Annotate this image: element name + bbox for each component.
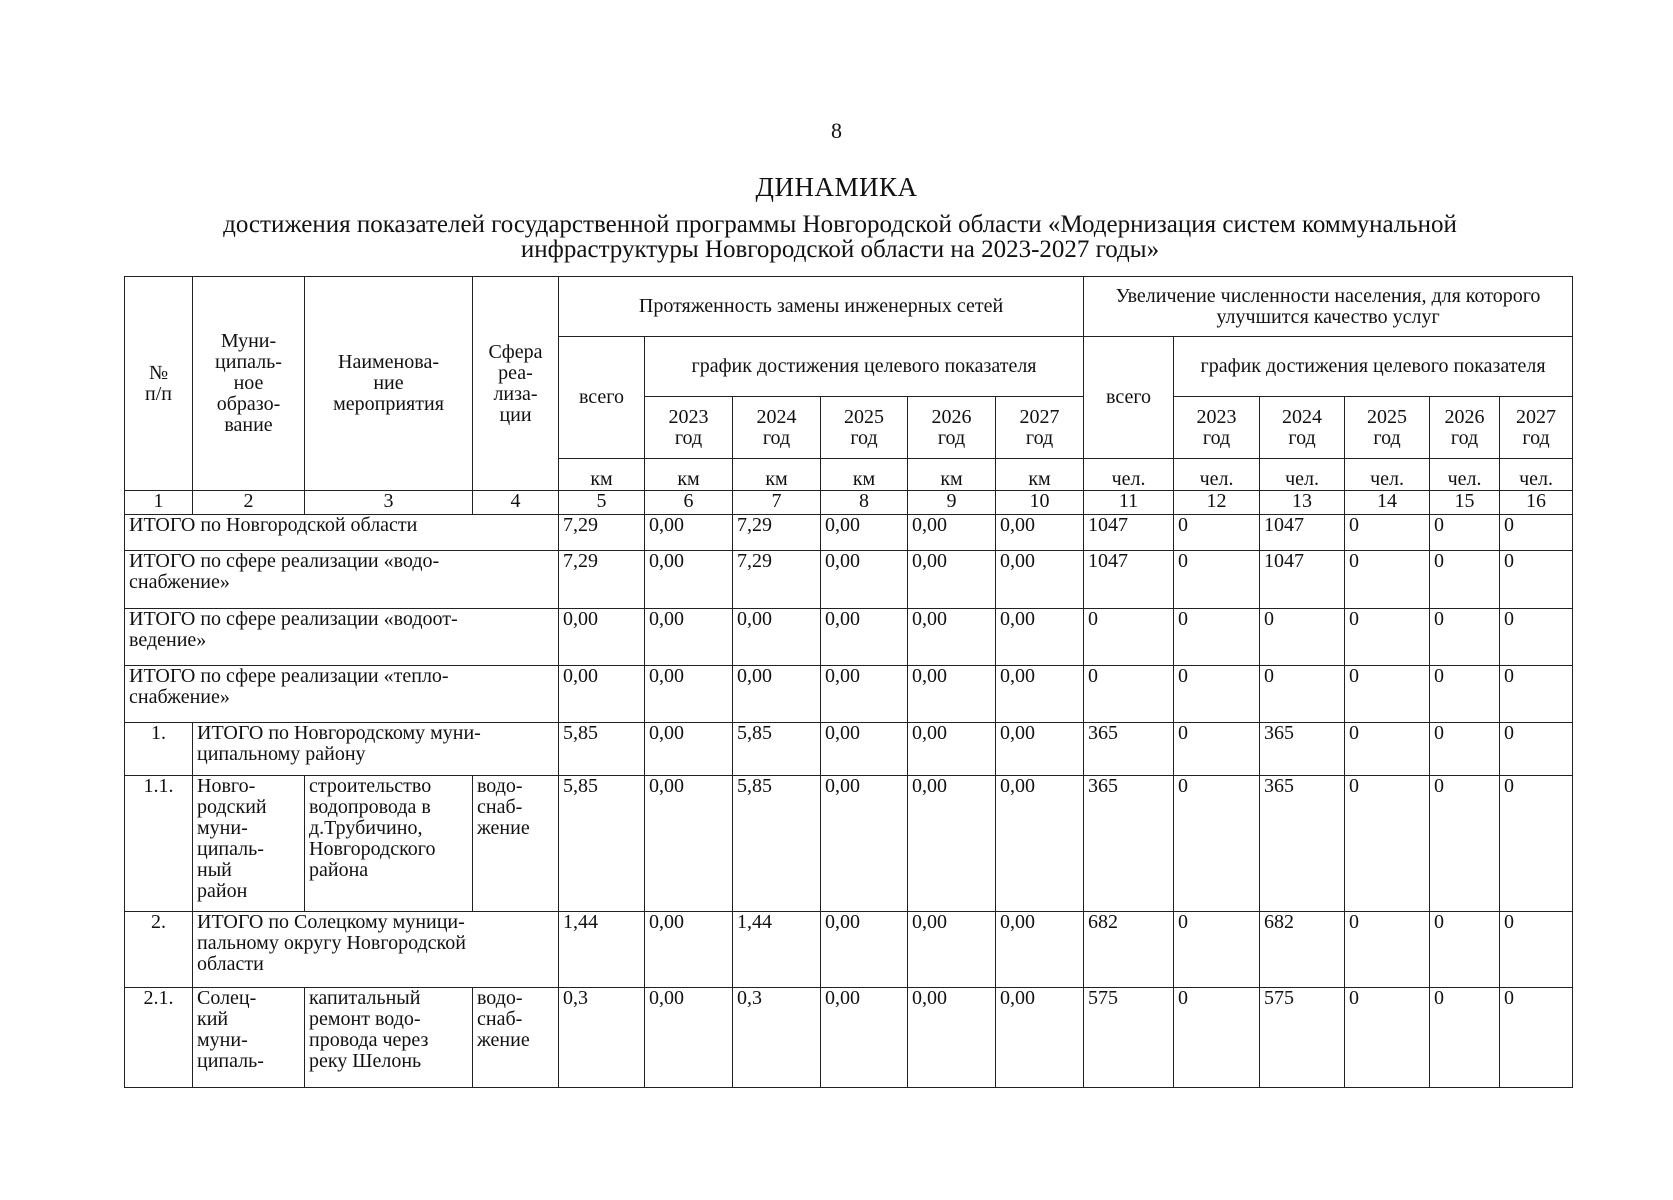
value-cell: 0,00 xyxy=(996,723,1084,776)
value-cell: 0,00 xyxy=(645,551,733,609)
value-cell: 0,00 xyxy=(645,988,733,1088)
value-cell: 0,00 xyxy=(996,988,1084,1088)
value-cell: 0,00 xyxy=(908,515,996,551)
value-cell: 0,00 xyxy=(821,912,908,988)
header-sphere: Сфера реа- лиза- ции xyxy=(473,277,559,491)
header-municipality: Муни- ципаль- ное образо- вание xyxy=(193,277,305,491)
value-cell: 0,3 xyxy=(733,988,821,1088)
unit-people: чел. xyxy=(1500,459,1573,491)
value-cell: 0,00 xyxy=(996,609,1084,666)
column-number: 5 xyxy=(559,491,645,515)
header-km-year-2023: 2023 год xyxy=(645,397,733,459)
row-label: ИТОГО по сфере реализации «водоот- ведение» xyxy=(125,609,559,666)
value-cell: 1047 xyxy=(1260,551,1345,609)
subtitle-line-2: инфраструктуры Новгородской области на 2023-2027 годы» xyxy=(520,236,1160,263)
row-label: ИТОГО по Новгородскому муни- ципальному району xyxy=(193,723,559,776)
value-cell: 0 xyxy=(1174,666,1260,723)
column-number: 3 xyxy=(305,491,473,515)
column-number: 13 xyxy=(1260,491,1345,515)
unit-km: км xyxy=(821,459,908,491)
value-cell: 575 xyxy=(1084,988,1174,1088)
value-cell: 0,00 xyxy=(996,776,1084,912)
row-label: ИТОГО по сфере реализации «тепло- снабжение» xyxy=(125,666,559,723)
value-cell: 0,00 xyxy=(645,666,733,723)
subtitle-line-1: достижения показателей государственной программы Новгородской области «Модернизация систем коммунальной xyxy=(223,211,1457,238)
value-cell: 0 xyxy=(1260,609,1345,666)
header-people-group: Увеличение численности населения, для которого улучшится качество услуг xyxy=(1084,277,1573,337)
column-number: 14 xyxy=(1345,491,1430,515)
header-km-year-2024: 2024 год xyxy=(733,397,821,459)
value-cell: 0,00 xyxy=(996,666,1084,723)
value-cell: 0,00 xyxy=(908,776,996,912)
table-row xyxy=(125,515,1573,551)
value-cell: 1,44 xyxy=(733,912,821,988)
table-row xyxy=(125,988,1573,1088)
column-number: 12 xyxy=(1174,491,1260,515)
event-name-cell: капитальный ремонт водо- провода через реку Шелонь xyxy=(305,988,473,1088)
unit-people: чел. xyxy=(1345,459,1430,491)
column-number: 8 xyxy=(821,491,908,515)
sphere-cell: водо- снаб- жение xyxy=(473,988,559,1088)
value-cell: 0 xyxy=(1345,988,1430,1088)
value-cell: 365 xyxy=(1084,723,1174,776)
value-cell: 0 xyxy=(1430,609,1500,666)
value-cell: 0,00 xyxy=(908,666,996,723)
value-cell: 0 xyxy=(1174,988,1260,1088)
value-cell: 0,00 xyxy=(908,912,996,988)
column-number: 7 xyxy=(733,491,821,515)
document-title: ДИНАМИКА xyxy=(755,172,918,202)
value-cell: 0,00 xyxy=(908,551,996,609)
value-cell: 0,00 xyxy=(645,609,733,666)
column-number: 15 xyxy=(1430,491,1500,515)
value-cell: 0,00 xyxy=(821,609,908,666)
value-cell: 0 xyxy=(1500,988,1573,1088)
unit-km: км xyxy=(908,459,996,491)
unit-people: чел. xyxy=(1260,459,1345,491)
column-number: 10 xyxy=(996,491,1084,515)
value-cell: 5,85 xyxy=(559,776,645,912)
row-number: 1.1. xyxy=(125,776,193,912)
value-cell: 0 xyxy=(1084,609,1174,666)
value-cell: 0,3 xyxy=(559,988,645,1088)
value-cell: 0 xyxy=(1174,912,1260,988)
value-cell: 0 xyxy=(1500,666,1573,723)
value-cell: 0,00 xyxy=(645,515,733,551)
table-row xyxy=(125,666,1573,723)
column-number: 4 xyxy=(473,491,559,515)
value-cell: 0 xyxy=(1345,776,1430,912)
value-cell: 0,00 xyxy=(733,609,821,666)
value-cell: 682 xyxy=(1084,912,1174,988)
table-row xyxy=(125,723,1573,776)
value-cell: 7,29 xyxy=(733,515,821,551)
value-cell: 0,00 xyxy=(821,551,908,609)
unit-km: км xyxy=(559,459,645,491)
value-cell: 0 xyxy=(1430,776,1500,912)
table-row xyxy=(125,551,1573,609)
table-body xyxy=(125,515,1573,1088)
header-km-year-2027: 2027 год xyxy=(996,397,1084,459)
value-cell: 0,00 xyxy=(908,988,996,1088)
value-cell: 0,00 xyxy=(821,666,908,723)
value-cell: 0,00 xyxy=(908,609,996,666)
row-number: 1. xyxy=(125,723,193,776)
value-cell: 0 xyxy=(1500,609,1573,666)
value-cell: 1047 xyxy=(1084,551,1174,609)
header-people-total: всего xyxy=(1084,337,1174,459)
value-cell: 1047 xyxy=(1084,515,1174,551)
value-cell: 365 xyxy=(1260,723,1345,776)
value-cell: 0,00 xyxy=(559,666,645,723)
value-cell: 5,85 xyxy=(733,723,821,776)
header-km-total: всего xyxy=(559,337,645,459)
unit-people: чел. xyxy=(1430,459,1500,491)
value-cell: 0 xyxy=(1500,912,1573,988)
value-cell: 0 xyxy=(1084,666,1174,723)
value-cell: 0 xyxy=(1430,666,1500,723)
unit-km: км xyxy=(645,459,733,491)
value-cell: 0 xyxy=(1174,609,1260,666)
value-cell: 0 xyxy=(1345,912,1430,988)
header-people-year-2024: 2024 год xyxy=(1260,397,1345,459)
value-cell: 365 xyxy=(1084,776,1174,912)
value-cell: 0 xyxy=(1345,551,1430,609)
event-name-cell: строительство водопровода в д.Трубичино, Новгородского района xyxy=(305,776,473,912)
indicators-table xyxy=(124,276,1573,1088)
value-cell: 0 xyxy=(1500,776,1573,912)
municipality-cell: Солец- кий муни- ципаль- xyxy=(193,988,305,1088)
value-cell: 0 xyxy=(1430,988,1500,1088)
header-km-year-2025: 2025 год xyxy=(821,397,908,459)
header-num: № п/п xyxy=(125,277,193,491)
column-number: 2 xyxy=(193,491,305,515)
header-event-name: Наименова- ние мероприятия xyxy=(305,277,473,491)
value-cell: 0,00 xyxy=(996,912,1084,988)
row-label: ИТОГО по Солецкому муници- пальному округу Новгородской области xyxy=(193,912,559,988)
value-cell: 0,00 xyxy=(559,609,645,666)
value-cell: 5,85 xyxy=(559,723,645,776)
value-cell: 575 xyxy=(1260,988,1345,1088)
value-cell: 7,29 xyxy=(559,551,645,609)
column-number: 16 xyxy=(1500,491,1573,515)
value-cell: 0,00 xyxy=(908,723,996,776)
value-cell: 1,44 xyxy=(559,912,645,988)
header-people-schedule: график достижения целевого показателя xyxy=(1174,337,1573,397)
row-label: ИТОГО по сфере реализации «водо- снабжение» xyxy=(125,551,559,609)
row-label: ИТОГО по Новгородской области xyxy=(125,515,559,551)
unit-people: чел. xyxy=(1084,459,1174,491)
value-cell: 0,00 xyxy=(996,551,1084,609)
value-cell: 0,00 xyxy=(645,776,733,912)
value-cell: 0 xyxy=(1430,515,1500,551)
value-cell: 0 xyxy=(1430,551,1500,609)
value-cell: 0 xyxy=(1430,723,1500,776)
value-cell: 1047 xyxy=(1260,515,1345,551)
value-cell: 7,29 xyxy=(733,551,821,609)
document-subtitle xyxy=(120,212,1560,262)
header-km-year-2026: 2026 год xyxy=(908,397,996,459)
value-cell: 0 xyxy=(1500,723,1573,776)
value-cell: 0 xyxy=(1345,515,1430,551)
value-cell: 0,00 xyxy=(821,776,908,912)
column-number: 11 xyxy=(1084,491,1174,515)
value-cell: 0 xyxy=(1174,551,1260,609)
value-cell: 0 xyxy=(1345,723,1430,776)
column-number: 1 xyxy=(125,491,193,515)
sphere-cell: водо- снаб- жение xyxy=(473,776,559,912)
value-cell: 0 xyxy=(1174,515,1260,551)
value-cell: 0 xyxy=(1500,551,1573,609)
table-row xyxy=(125,776,1573,912)
table-row xyxy=(125,609,1573,666)
value-cell: 0,00 xyxy=(733,666,821,723)
value-cell: 365 xyxy=(1260,776,1345,912)
unit-people: чел. xyxy=(1174,459,1260,491)
value-cell: 0 xyxy=(1260,666,1345,723)
header-people-year-2025: 2025 год xyxy=(1345,397,1430,459)
column-number: 9 xyxy=(908,491,996,515)
row-number: 2.1. xyxy=(125,988,193,1088)
header-people-year-2023: 2023 год xyxy=(1174,397,1260,459)
value-cell: 0,00 xyxy=(821,988,908,1088)
value-cell: 682 xyxy=(1260,912,1345,988)
header-km-schedule: график достижения целевого показателя xyxy=(645,337,1084,397)
municipality-cell: Новго- родский муни- ципаль- ный район xyxy=(193,776,305,912)
value-cell: 0,00 xyxy=(645,723,733,776)
value-cell: 0,00 xyxy=(821,723,908,776)
column-number: 6 xyxy=(645,491,733,515)
value-cell: 0 xyxy=(1174,776,1260,912)
value-cell: 0 xyxy=(1174,723,1260,776)
value-cell: 0,00 xyxy=(996,515,1084,551)
value-cell: 7,29 xyxy=(559,515,645,551)
value-cell: 0 xyxy=(1345,609,1430,666)
value-cell: 5,85 xyxy=(733,776,821,912)
value-cell: 0 xyxy=(1500,515,1573,551)
page-number: 8 xyxy=(831,118,842,143)
value-cell: 0,00 xyxy=(821,515,908,551)
value-cell: 0 xyxy=(1345,666,1430,723)
value-cell: 0 xyxy=(1430,912,1500,988)
row-number: 2. xyxy=(125,912,193,988)
header-people-year-2027: 2027 год xyxy=(1500,397,1573,459)
table-row xyxy=(125,912,1573,988)
value-cell: 0,00 xyxy=(645,912,733,988)
column-number-row xyxy=(125,491,1573,515)
unit-km: км xyxy=(733,459,821,491)
unit-km: км xyxy=(996,459,1084,491)
header-km-group: Протяженность замены инженерных сетей xyxy=(559,277,1084,337)
header-people-year-2026: 2026 год xyxy=(1430,397,1500,459)
